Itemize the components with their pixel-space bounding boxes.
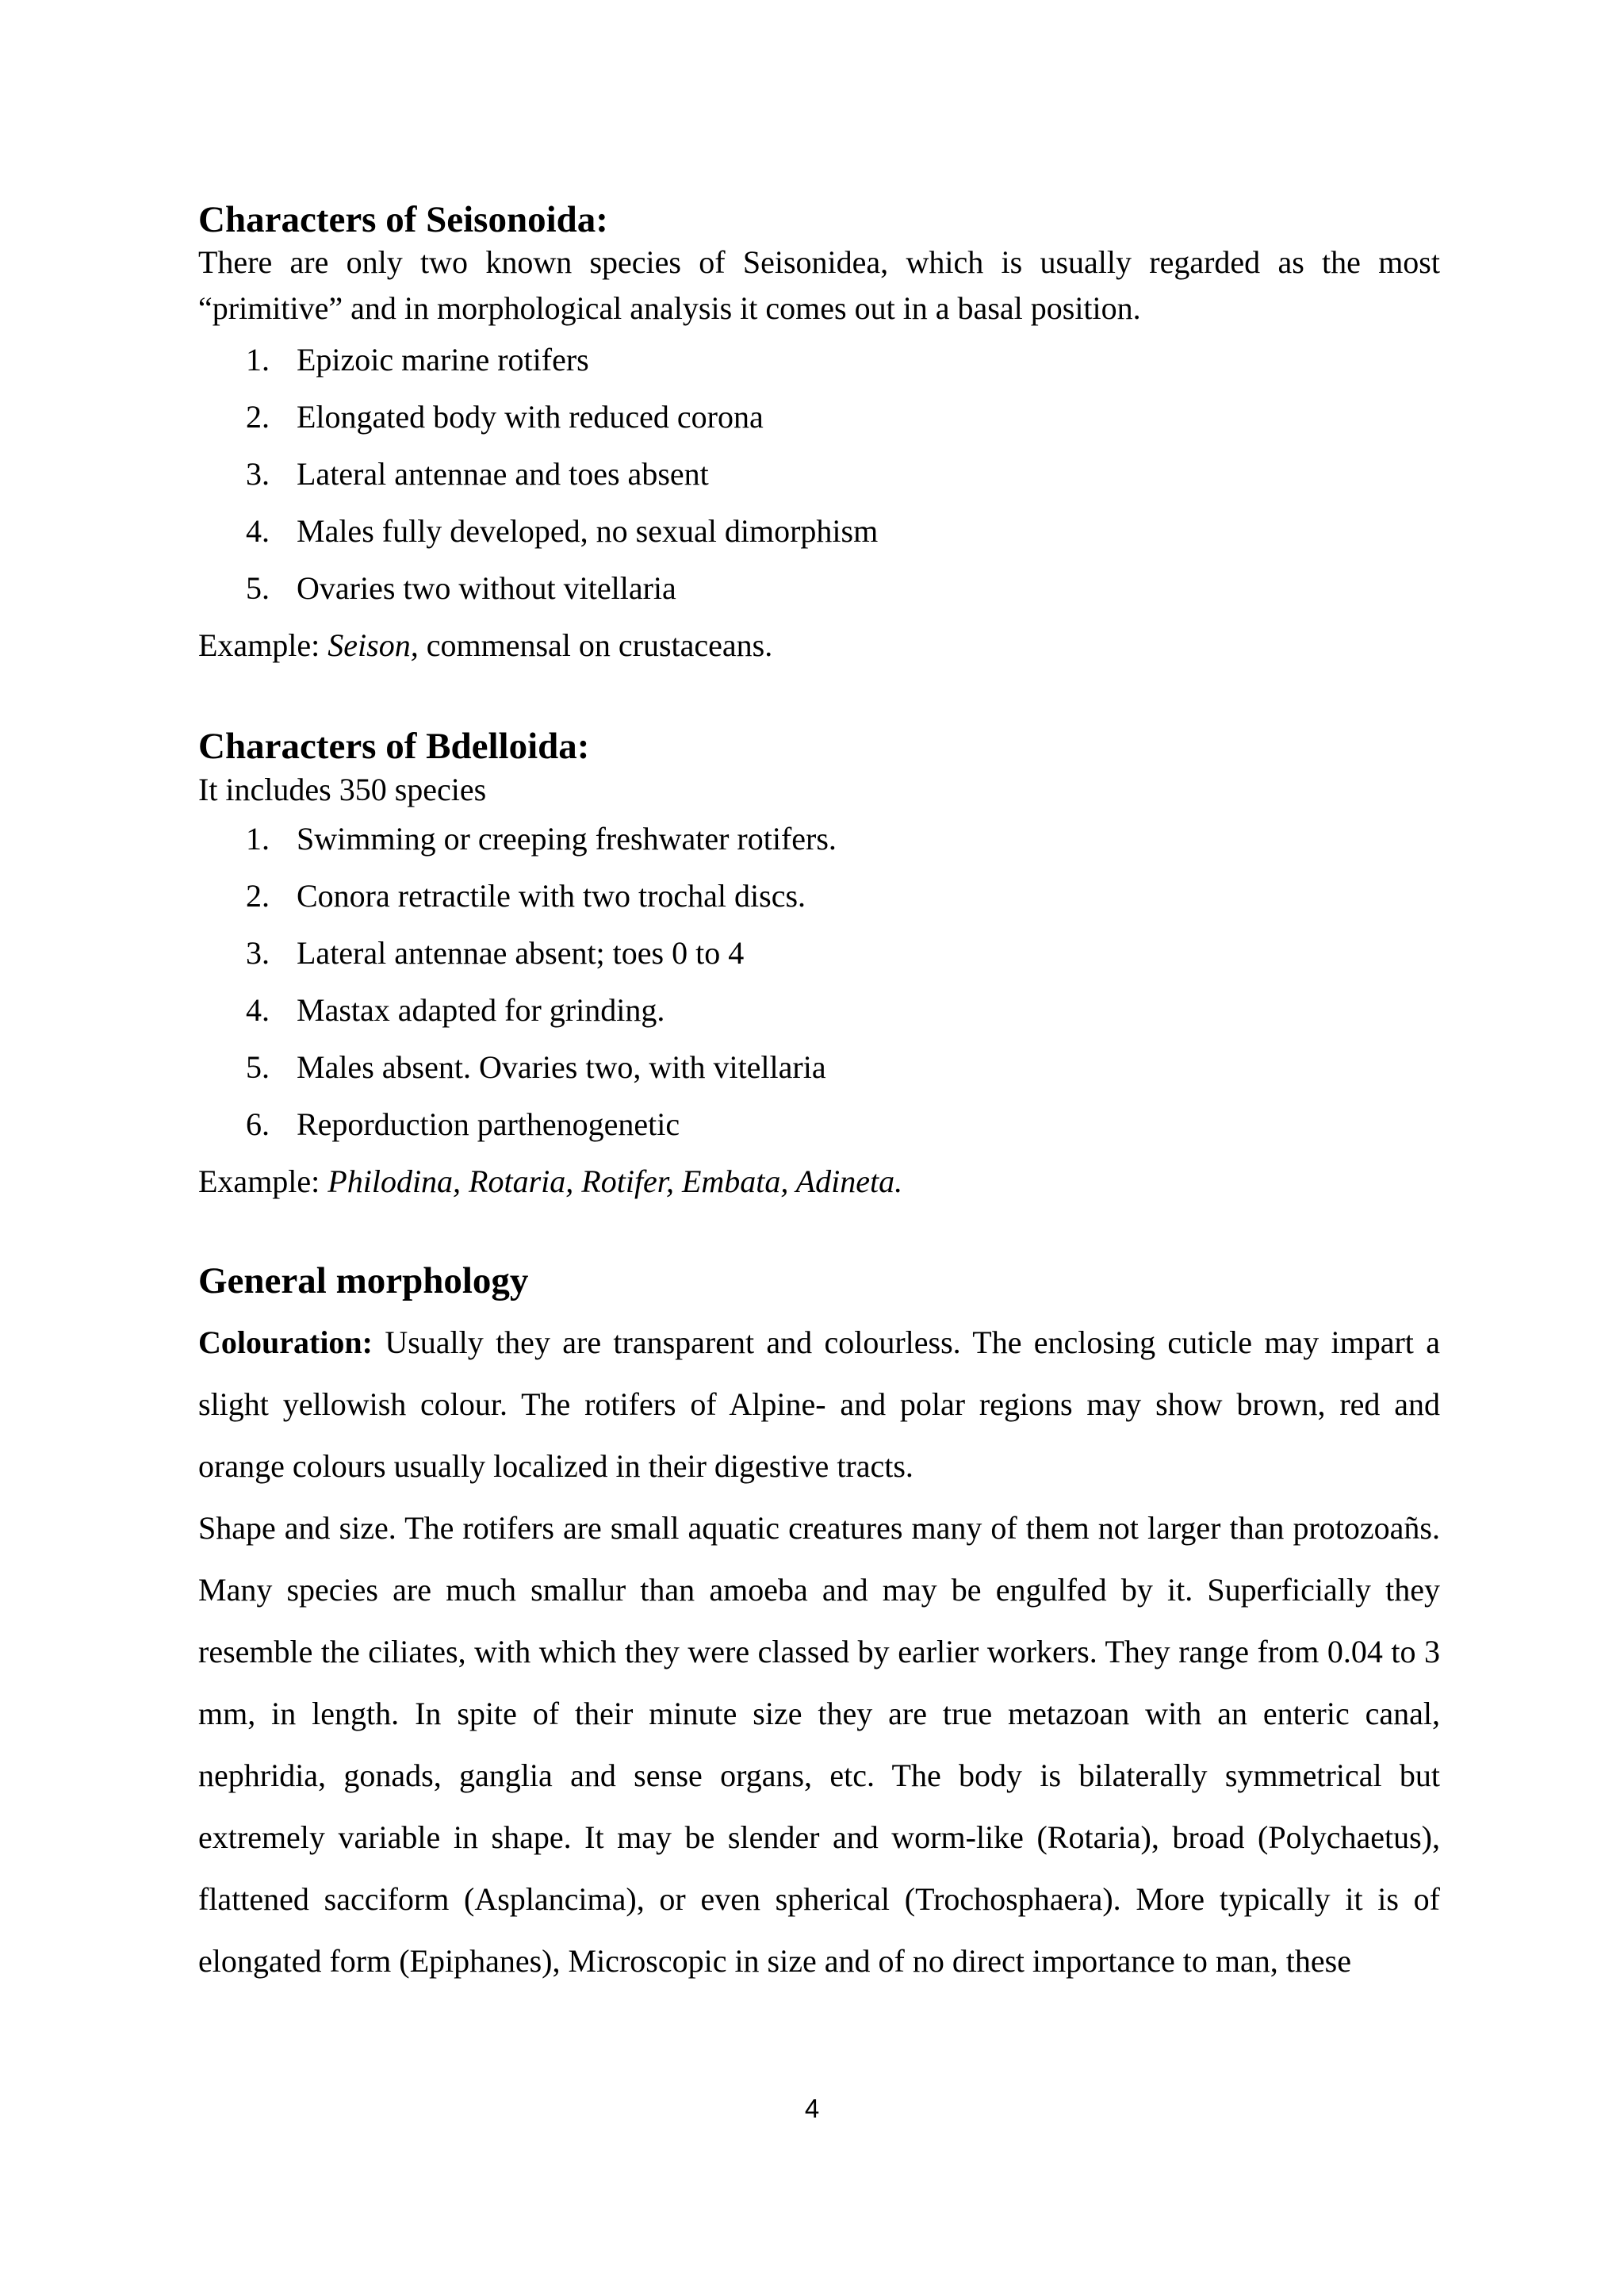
seisonoida-example: Example: Seison, commensal on crustaceans. (198, 627, 773, 663)
section-heading-general-morphology: General morphology (198, 1260, 529, 1301)
list-item: 3. Lateral antennae absent; toes 0 to 4 (246, 935, 745, 971)
list-item: 2. Conora retractile with two trochal discs. (246, 878, 806, 914)
shape-size-paragraph: Shape and size. The rotifers are small aquatic creatures many of them not larger than protozoañs. Many species are much smallur than amoeba and may be engulfed by it. Superficially they resemble the ciliates, with which they were classed by earlier workers. They range from 0.04 to 3 mm, in length. In spite of their minute size they are true metazoan with an enteric canal, nephridia, gonads, ganglia and sense organs, etc. The body is bilaterally symmetrical but extremely variable in shape. It may be slender and worm-like (Rotaria), broad (Polychaetus), flattened sacciform (Asplancima), or even spherical (Trochosphaera). More typically it is of elongated form (Epiphanes), Microscopic in size and of no direct importance to man, these (198, 1510, 1440, 1979)
list-item: 4. Males fully developed, no sexual dimorphism (246, 513, 879, 549)
colouration-paragraph: Colouration: Usually they are transparent and colourless. The enclosing cuticle may impart a slight yellowish colour. The rotifers of Alpine- and polar regions may show brown, red and orange colours usually localized in their digestive tracts. (198, 1324, 1440, 1484)
seisonoida-intro: There are only two known species of Seisonidea, which is usually regarded as the most “primitive” and in morphological analysis it comes out in a basal position. (198, 244, 1440, 326)
list-item: 5. Males absent. Ovaries two, with vitellaria (246, 1049, 826, 1085)
list-item: 3. Lateral antennae and toes absent (246, 456, 709, 492)
bdelloida-example: Example: Philodina, Rotaria, Rotifer, Embata, Adineta. (198, 1163, 903, 1199)
list-item: 1. Epizoic marine rotifers (246, 342, 589, 378)
bdelloida-characters-list (198, 811, 1440, 1153)
list-item: 6. Reporduction parthenogenetic (246, 1106, 680, 1142)
page-number: 4 (804, 2094, 820, 2123)
list-item: 4. Mastax adapted for grinding. (246, 992, 665, 1028)
section-heading-bdelloida: Characters of Bdelloida: (198, 726, 590, 767)
list-item: 2. Elongated body with reduced corona (246, 399, 764, 435)
seisonoida-characters-list (198, 332, 1440, 617)
bdelloida-intro: It includes 350 species (198, 772, 487, 807)
list-item: 1. Swimming or creeping freshwater rotifers. (246, 821, 837, 857)
list-item: 5. Ovaries two without vitellaria (246, 570, 676, 606)
section-heading-seisonoida: Characters of Seisonoida: (198, 199, 608, 240)
